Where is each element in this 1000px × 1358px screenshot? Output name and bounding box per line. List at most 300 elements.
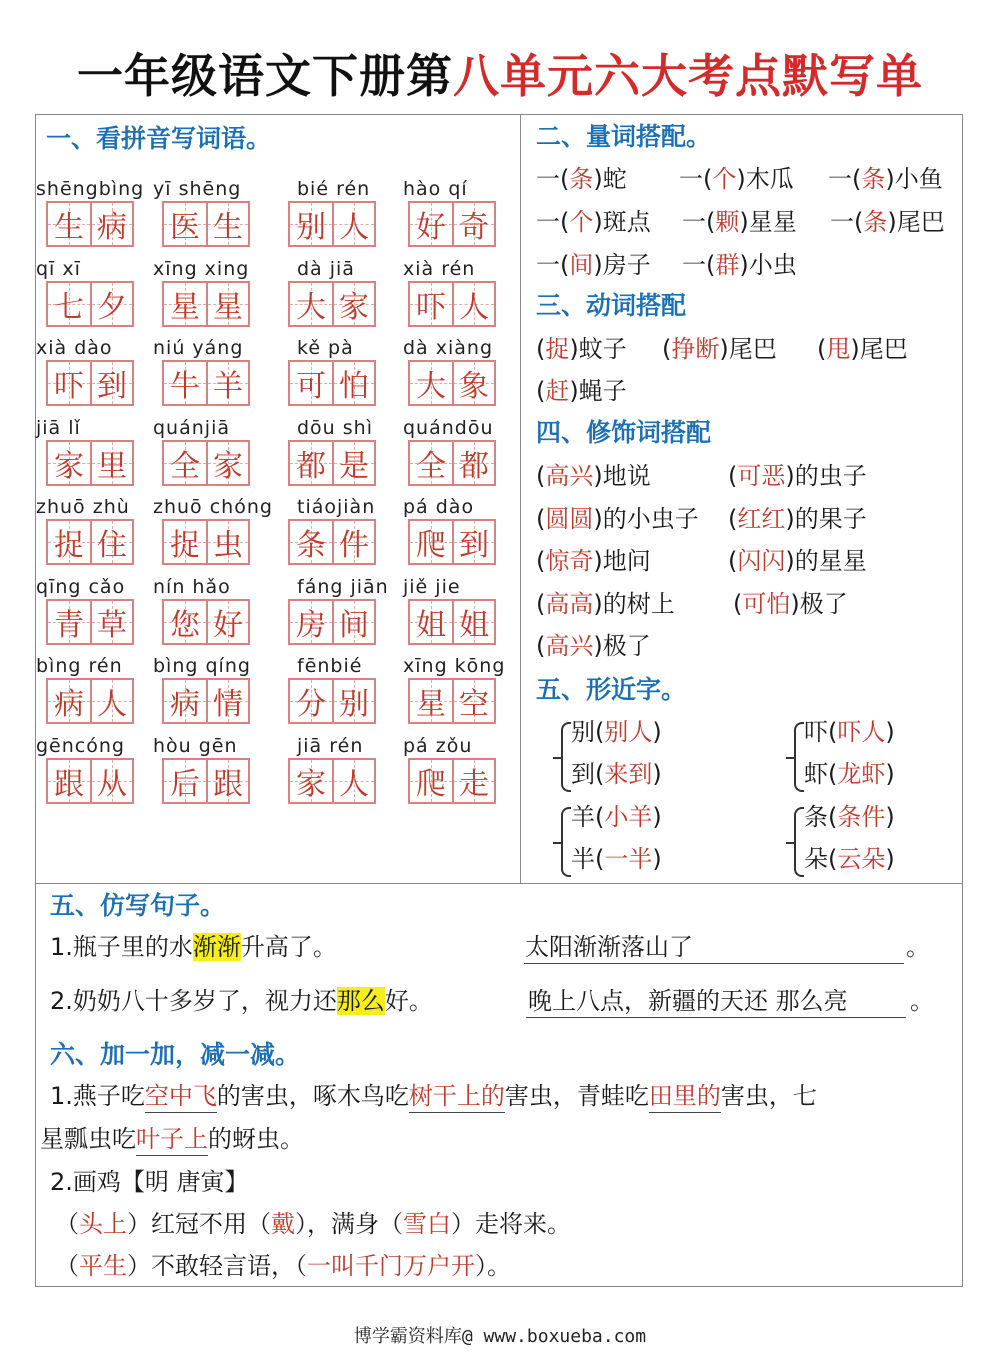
grid-cell	[164, 680, 206, 722]
answer: 甩	[826, 335, 851, 363]
grid-cell	[206, 362, 248, 404]
pinyin-label: xīng xing	[153, 257, 250, 280]
base-char: 羊	[571, 803, 595, 831]
grid-cell	[290, 760, 332, 802]
word: )斑点	[593, 208, 651, 236]
tian-grid-box[interactable]	[162, 678, 250, 724]
word: )尾巴	[887, 208, 945, 236]
tian-grid-box[interactable]	[408, 758, 496, 804]
answer-char: 到	[97, 369, 127, 404]
p1-text-g: 害虫，七	[720, 1082, 817, 1110]
poem2-answer-2: 一叫千门万户开	[307, 1252, 475, 1280]
answer-char: 家	[339, 289, 369, 325]
title-red: 八单元六大考点默写单	[453, 49, 923, 103]
grid-cell	[332, 760, 374, 802]
answer: 条件	[837, 803, 886, 831]
open-paren: (	[595, 718, 605, 746]
open-paren: (	[536, 547, 546, 575]
grid-cell	[206, 760, 248, 802]
pinyin-label: xià dào	[36, 337, 113, 359]
pinyin-label: fáng jiān	[297, 575, 389, 598]
answer-char: 人	[459, 289, 489, 325]
open-paren: (	[828, 803, 838, 831]
answer-char: 都	[459, 448, 489, 484]
pinyin-label: jiā rén	[297, 734, 364, 757]
grid-cell	[90, 521, 132, 563]
tian-grid-box[interactable]	[46, 758, 134, 804]
word: )极了	[790, 589, 848, 618]
grid-cell	[290, 442, 332, 484]
open-paren: (	[817, 335, 827, 363]
grid-cell	[206, 601, 248, 643]
answer: 吓人	[837, 718, 886, 746]
open-paren: (	[595, 760, 605, 788]
imitate-sentence-1	[50, 931, 337, 963]
grid-cell	[48, 203, 90, 245]
answer-char: 件	[339, 528, 369, 563]
pinyin-label: yī shēng	[153, 178, 242, 200]
pinyin-label: fēnbié	[297, 655, 363, 677]
answer-char: 从	[97, 766, 127, 802]
pinyin-label: bìng rén	[36, 655, 123, 677]
grid-cell	[164, 521, 206, 563]
close-paren: )	[652, 760, 662, 788]
answer: 惊奇	[545, 547, 594, 575]
pinyin-label: shēngbìng	[36, 178, 145, 200]
grid-cell	[452, 760, 494, 802]
tian-grid-box[interactable]	[46, 281, 134, 327]
sec4-item	[536, 503, 699, 535]
pinyin-label: hào qí	[403, 178, 468, 200]
answer-char: 都	[296, 448, 326, 484]
grid-cell	[332, 283, 374, 325]
sec4-item	[536, 460, 651, 492]
open-paren: (	[595, 803, 605, 831]
p1-answer-3: 田里的	[649, 1080, 721, 1113]
close-paren: )	[885, 718, 895, 746]
base-char: 朵	[804, 845, 828, 873]
answer: 挣断	[671, 335, 720, 363]
open-paren: (	[728, 504, 738, 533]
answer-char: 姐	[459, 607, 489, 643]
pinyin-label: gēncóng	[36, 734, 125, 757]
tian-grid-box[interactable]	[288, 519, 376, 565]
grid-cell	[164, 362, 206, 404]
sec4-item	[536, 545, 651, 577]
open-paren: (	[828, 845, 838, 873]
answer-char: 怕	[339, 369, 369, 404]
footer-source: 博学霸资料库@ www.boxueba.com	[353, 1326, 647, 1347]
base-char: 条	[804, 803, 828, 831]
s1-prefix: 1.瓶子里的水	[50, 933, 193, 961]
answer-char: 走	[459, 766, 489, 802]
answer: 条	[863, 208, 888, 236]
answer-char: 青	[54, 607, 84, 643]
open-paren: 一(	[536, 251, 570, 279]
answer: 圆圆	[545, 504, 594, 533]
word: )蝇子	[569, 377, 627, 405]
tian-grid-box[interactable]	[408, 599, 496, 645]
tian-grid-box[interactable]	[46, 519, 134, 565]
tian-grid-box[interactable]	[408, 201, 496, 247]
answer: 红红	[737, 504, 786, 533]
tian-grid-box[interactable]	[408, 440, 496, 486]
open-paren: (	[536, 504, 546, 533]
answer: 个	[712, 165, 737, 193]
grid-cell	[206, 680, 248, 722]
grid-cell	[206, 442, 248, 484]
poem2-mid-1: ）不敢轻言语，（	[127, 1252, 307, 1280]
word: )小鱼	[885, 165, 943, 193]
answer: 闪闪	[737, 547, 786, 575]
s2-highlight: 那么	[336, 987, 385, 1015]
title-black: 一年级语文下册第	[77, 49, 453, 103]
grid-cell	[452, 680, 494, 722]
answer-char: 空	[459, 687, 489, 722]
answer-char: 病	[54, 687, 84, 722]
tian-grid-box[interactable]	[408, 678, 496, 724]
tian-grid-box[interactable]	[46, 360, 134, 406]
imitate-sentence-2	[50, 985, 433, 1017]
word: )蛇	[593, 165, 627, 193]
grid-cell	[290, 283, 332, 325]
sec2-item	[682, 206, 797, 238]
pinyin-label: jiě jie	[403, 575, 461, 598]
s2-end: 。	[910, 987, 934, 1015]
page-title	[0, 46, 1000, 106]
p1b-text-a: 星瓢虫吃	[40, 1125, 136, 1153]
grid-cell	[90, 601, 132, 643]
open-paren: (	[728, 462, 738, 490]
sec3-item	[817, 333, 908, 365]
word: )蚊子	[569, 335, 627, 363]
answer-char: 全	[170, 448, 200, 484]
answer: 条	[861, 165, 886, 193]
vertical-divider	[520, 114, 521, 884]
section-imitate-heading: 五、仿写句子。	[50, 891, 226, 920]
word: )的虫子	[785, 462, 867, 490]
sec2-item	[682, 249, 797, 281]
grid-cell	[90, 203, 132, 245]
word: )的星星	[785, 547, 867, 575]
tian-grid-box[interactable]	[288, 201, 376, 247]
grid-cell	[48, 601, 90, 643]
pinyin-label: xīng kōng	[403, 655, 506, 677]
answer-char: 爬	[416, 766, 446, 802]
s2-suffix: 好。	[384, 987, 433, 1015]
section-verb-heading: 三、动词搭配	[536, 291, 687, 320]
answer-char: 人	[339, 210, 369, 245]
answer-char: 生	[54, 210, 84, 245]
open-paren: (	[536, 462, 546, 490]
pinyin-label: quándōu	[403, 416, 494, 439]
answer-char: 草	[97, 607, 127, 643]
answer-char: 姐	[416, 607, 446, 643]
grid-cell	[332, 203, 374, 245]
grid-cell	[90, 680, 132, 722]
similar-char-item	[571, 716, 662, 748]
base-char: 别	[571, 718, 595, 746]
answer-char: 羊	[213, 369, 243, 404]
s1-answer: 太阳渐渐落山了	[525, 933, 693, 961]
tian-grid-box[interactable]	[288, 758, 376, 804]
pinyin-label: nín hǎo	[153, 575, 231, 598]
word: )的树上	[593, 589, 675, 618]
open-paren: 一(	[682, 251, 716, 279]
poem1-mid-1: ）红冠不用（	[127, 1210, 271, 1238]
sec4-item	[536, 588, 675, 620]
answer-char: 大	[416, 369, 446, 404]
answer: 来到	[604, 760, 653, 788]
sec4-item	[536, 630, 651, 662]
grid-cell	[410, 601, 452, 643]
grid-cell	[206, 203, 248, 245]
pinyin-label: xià rén	[403, 257, 476, 280]
open-paren: 一(	[682, 208, 716, 236]
poem1-answer-3: 雪白	[403, 1210, 451, 1238]
tian-grid-box[interactable]	[408, 519, 496, 565]
answer-char: 住	[97, 528, 127, 563]
p1-text-a: 1.燕子吃	[50, 1082, 145, 1110]
horizontal-divider	[35, 883, 963, 884]
answer-char: 别	[296, 210, 326, 245]
grid-cell	[48, 521, 90, 563]
poem1-mid-2: ），满身（	[295, 1210, 403, 1238]
answer-char: 病	[170, 687, 200, 722]
p1-answer-1: 空中飞	[145, 1080, 217, 1113]
close-paren: )	[652, 845, 662, 873]
answer-char: 家	[213, 448, 243, 484]
pinyin-label: hòu gēn	[153, 734, 238, 757]
s1-answer-underline	[524, 963, 904, 964]
sec2-item	[679, 163, 794, 195]
word: )的果子	[785, 504, 867, 533]
answer-char: 您	[170, 607, 200, 643]
pinyin-label: pá zǒu	[403, 734, 473, 757]
grid-cell	[90, 442, 132, 484]
word: )小虫	[739, 251, 797, 279]
p1b-answer: 叶子上	[136, 1123, 208, 1156]
sec4-item	[728, 503, 867, 535]
p1-text-c: 的害虫，啄木鸟吃	[216, 1082, 409, 1110]
answer: 高兴	[545, 462, 594, 490]
pinyin-label: zhuō zhù	[36, 496, 130, 518]
answer-char: 星	[213, 289, 243, 325]
pinyin-label: bìng qíng	[153, 655, 251, 677]
open-paren: (	[536, 335, 546, 363]
paragraph-1-continued	[40, 1123, 304, 1156]
answer-char: 生	[213, 210, 243, 245]
answer-char: 爬	[416, 528, 446, 563]
s1-highlight: 渐渐	[192, 933, 241, 961]
base-char: 吓	[804, 718, 828, 746]
section-measure-heading: 二、量词搭配。	[536, 122, 712, 151]
tian-grid-box[interactable]	[288, 360, 376, 406]
grid-cell	[164, 442, 206, 484]
answer-char: 可	[296, 369, 326, 404]
sec3-item	[536, 333, 627, 365]
open-paren: (	[662, 335, 672, 363]
answer-char: 跟	[54, 766, 84, 802]
grid-cell	[452, 362, 494, 404]
grid-cell	[410, 442, 452, 484]
sec4-item	[728, 460, 867, 492]
pinyin-label: qī xī	[36, 257, 81, 280]
s2-answer-underline	[526, 1017, 906, 1018]
grid-cell	[452, 442, 494, 484]
answer: 个	[569, 208, 594, 236]
grid-cell	[410, 521, 452, 563]
grid-cell	[290, 680, 332, 722]
answer-char: 虫	[213, 528, 243, 563]
close-paren: )	[885, 760, 895, 788]
grid-cell	[206, 521, 248, 563]
answer-char: 病	[97, 210, 127, 245]
answer: 条	[569, 165, 594, 193]
sec3-item	[536, 375, 627, 407]
grid-cell	[332, 601, 374, 643]
tian-grid-box[interactable]	[408, 281, 496, 327]
word: )星星	[739, 208, 797, 236]
tian-grid-box[interactable]	[162, 360, 250, 406]
tian-grid-box[interactable]	[46, 599, 134, 645]
grid-cell	[48, 362, 90, 404]
poem1-answer-1: 头上	[79, 1210, 127, 1238]
section-add-subtract-heading: 六、加一加，减一减。	[50, 1040, 301, 1069]
sec2-item	[830, 206, 945, 238]
word: )地问	[593, 547, 651, 575]
tian-grid-box[interactable]	[288, 678, 376, 724]
tian-grid-box[interactable]	[408, 360, 496, 406]
open-paren: 一(	[536, 208, 570, 236]
sec4-item	[728, 545, 867, 577]
close-paren: )	[885, 845, 895, 873]
answer: 可恶	[737, 462, 786, 490]
close-paren: )	[652, 803, 662, 831]
similar-char-item	[571, 758, 662, 790]
section-pinyin-heading: 一、看拼音写词语。	[46, 124, 272, 153]
tian-grid-box[interactable]	[162, 519, 250, 565]
paragraph-1	[50, 1080, 817, 1113]
answer-char: 家	[54, 448, 84, 484]
answer-char: 人	[339, 766, 369, 802]
answer-char: 间	[339, 607, 369, 643]
grid-cell	[48, 442, 90, 484]
poem2-answer-1: 平生	[79, 1252, 127, 1280]
answer-char: 人	[97, 687, 127, 722]
tian-grid-box[interactable]	[162, 758, 250, 804]
p1-text-e: 害虫，青蛙吃	[504, 1082, 649, 1110]
base-char: 半	[571, 845, 595, 873]
answer-char: 分	[296, 687, 326, 722]
answer-char: 牛	[170, 369, 200, 404]
grid-cell	[290, 203, 332, 245]
poem-line-2	[55, 1250, 511, 1282]
brace-icon	[561, 722, 571, 792]
poem-line-1	[55, 1208, 571, 1240]
grid-cell	[90, 362, 132, 404]
tian-grid-box[interactable]	[46, 440, 134, 486]
answer-char: 是	[339, 448, 369, 484]
pinyin-label: tiáojiàn	[297, 496, 376, 518]
tian-grid-box[interactable]	[162, 599, 250, 645]
section-similar-chars-heading: 五、形近字。	[536, 675, 687, 704]
answer: 云朵	[837, 845, 886, 873]
open-paren: 一(	[828, 165, 862, 193]
tian-grid-box[interactable]	[162, 201, 250, 247]
similar-char-item	[571, 843, 662, 875]
poem1-end: ）走将来。	[451, 1210, 571, 1238]
word: )木瓜	[736, 165, 794, 193]
word: )的小虫子	[593, 504, 699, 533]
grid-cell	[90, 760, 132, 802]
grid-cell	[452, 283, 494, 325]
tian-grid-box[interactable]	[162, 440, 250, 486]
answer-char: 七	[54, 289, 84, 325]
tian-grid-box[interactable]	[288, 440, 376, 486]
s1-suffix: 升高了。	[240, 933, 337, 961]
brace-icon	[794, 722, 804, 792]
tian-grid-box[interactable]	[288, 281, 376, 327]
brace-icon	[561, 807, 571, 877]
similar-char-item	[804, 801, 895, 833]
answer: 可怕	[742, 589, 791, 618]
p1b-text-c: 的蚜虫。	[208, 1125, 304, 1153]
tian-grid-box[interactable]	[288, 599, 376, 645]
open-paren: 一(	[536, 165, 570, 193]
open-paren: (	[828, 760, 838, 788]
grid-cell	[332, 521, 374, 563]
pinyin-label: quánjiā	[153, 416, 230, 439]
pinyin-label: kě pà	[297, 337, 354, 359]
tian-grid-box[interactable]	[46, 678, 134, 724]
grid-cell	[332, 680, 374, 722]
brace-icon	[794, 807, 804, 877]
grid-cell	[164, 203, 206, 245]
open-paren: (	[728, 547, 738, 575]
pinyin-label: bié rén	[297, 178, 371, 200]
grid-cell	[48, 680, 90, 722]
answer-char: 象	[459, 369, 489, 404]
pinyin-label: dōu shì	[297, 416, 373, 439]
tian-grid-box[interactable]	[46, 201, 134, 247]
poem1-open: （	[55, 1210, 79, 1238]
answer-char: 星	[170, 289, 200, 325]
answer: 间	[569, 251, 594, 279]
answer-char: 捉	[54, 528, 84, 563]
sec4-item	[733, 588, 848, 620]
sec3-item	[662, 333, 777, 365]
similar-char-item	[571, 801, 662, 833]
open-paren: (	[536, 632, 546, 660]
answer: 小羊	[604, 803, 653, 831]
grid-cell	[332, 362, 374, 404]
sec2-item	[536, 249, 651, 281]
open-paren: 一(	[679, 165, 713, 193]
answer-char: 好	[213, 607, 243, 643]
grid-cell	[164, 760, 206, 802]
answer: 高兴	[545, 632, 594, 660]
similar-char-item	[804, 758, 895, 790]
word: )尾巴	[850, 335, 908, 363]
pinyin-label: dà xiàng	[403, 337, 494, 359]
pinyin-label: jiā lǐ	[36, 416, 81, 439]
grid-cell	[90, 283, 132, 325]
answer-char: 吓	[54, 369, 84, 404]
grid-cell	[452, 521, 494, 563]
tian-grid-box[interactable]	[162, 281, 250, 327]
s2-prefix: 2.奶奶八十多岁了，视力还	[50, 987, 337, 1015]
